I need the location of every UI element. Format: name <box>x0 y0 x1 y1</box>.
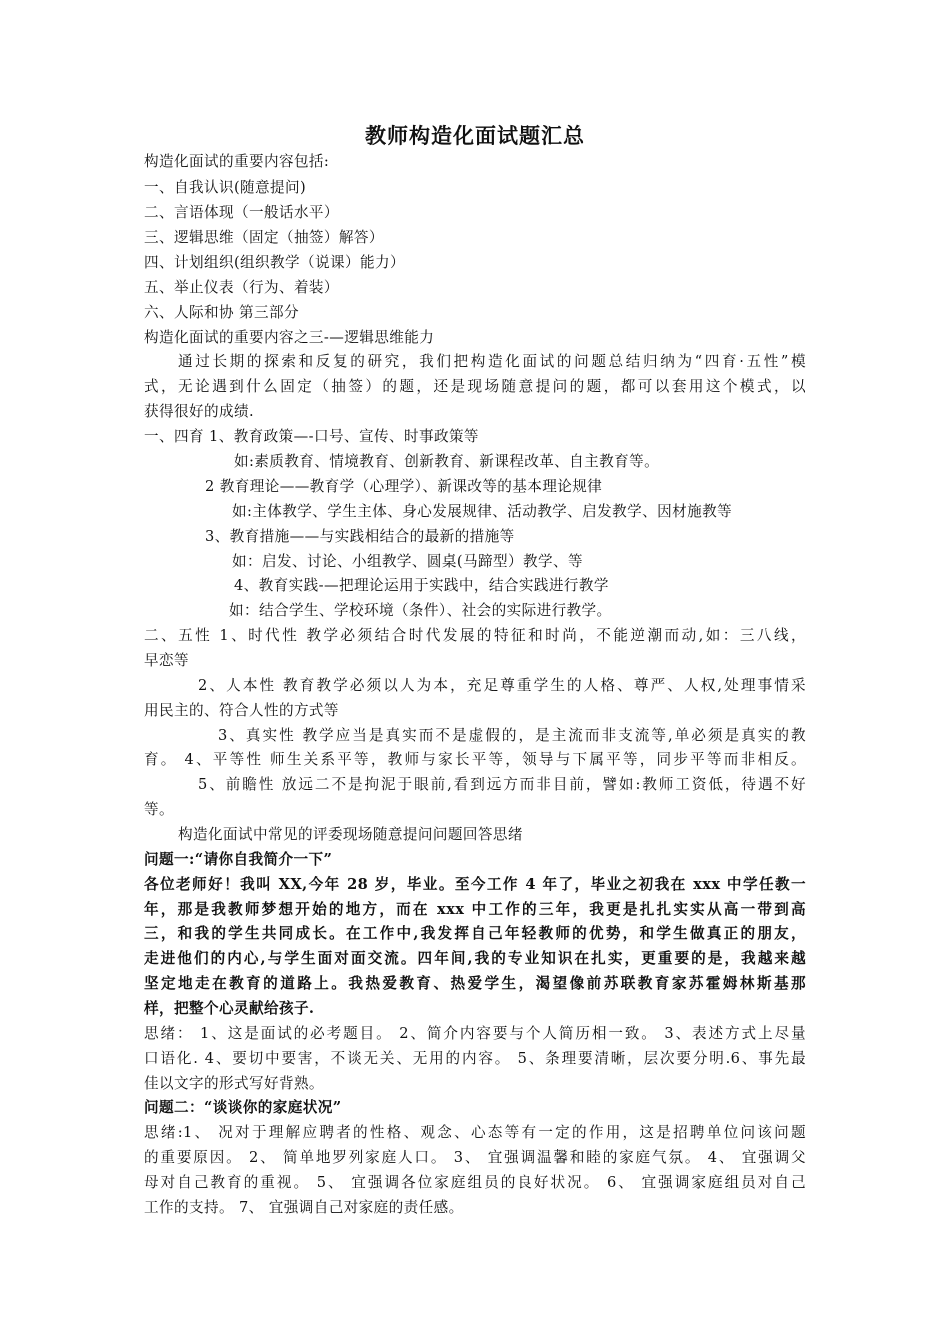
text-line: 思绪:1、 况对于理解应聘者的性格、观念、心态等有一定的作用，这是招聘单位问该问题 <box>144 1124 806 1141</box>
text-line: 构造化面试的重要内容包括: <box>144 153 330 170</box>
text-line: 佳以文字的形式写好背熟。 <box>144 1075 324 1092</box>
text-line: 二、五性 1、时代性 教学必须结合时代发展的特征和时尚，不能逆潮而动,如：三八线， <box>144 627 806 644</box>
text-line: 如：启发、讨论、小组教学、圆桌(马蹄型）教学、等 <box>232 553 583 570</box>
text-line: 式，无论遇到什么固定（抽签）的题，还是现场随意提问的题，都可以套用这个模式，以 <box>144 378 806 395</box>
text-line: 如:素质教育、情境教育、创新教育、新课程改革、自主教育等。 <box>234 453 660 470</box>
answer-line: 坚定地走在教育的道路上。我热爱教育、热爱学生，渴望像前苏联教育家苏霍姆林斯基那 <box>144 975 806 992</box>
text-line: 4、教育实践-—把理论运用于实践中，结合实践进行教学 <box>234 577 609 594</box>
text-line: 四、计划组织(组织教学（说课）能力） <box>144 254 405 271</box>
text-line: 等。 <box>144 801 174 818</box>
text-line: 3、教育措施——与实践相结合的最新的措施等 <box>205 528 515 545</box>
document-title: 教师构造化面试题汇总 <box>365 124 585 148</box>
text-line: 一、四育 1、教育政策—-口号、宣传、时事政策等 <box>144 428 479 445</box>
text-line: 早恋等 <box>144 652 189 669</box>
answer-line: 各位老师好！我叫 XX,今年 28 岁，毕业。至今工作 4 年了，毕业之初我在 xxx 中学任教一 <box>144 876 806 893</box>
text-line: 构造化面试中常见的评委现场随意提问问题回答思绪 <box>178 826 523 843</box>
question-heading: 问题一:“请你自我简介一下” <box>144 851 333 868</box>
text-line: 工作的支持。 7、 宜强调自己对家庭的责任感。 <box>144 1199 464 1216</box>
text-line: 获得很好的成绩. <box>144 403 254 420</box>
text-line: 如：结合学生、学校环境（条件）、社会的实际进行教学。 <box>229 602 612 619</box>
text-line: 3、真实性 教学应当是真实而不是虚假的，是主流而非支流等,单必须是真实的教 <box>218 727 806 744</box>
text-line: 5、前瞻性 放远二不是拘泥于眼前,看到远方而非目前，譬如:教师工资低，待遇不好 <box>198 776 806 793</box>
text-line: 通过长期的探索和反复的研究，我们把构造化面试的问题总结归纳为“四育·五性”模 <box>178 353 806 370</box>
text-line: 六、人际和协 第三部分 <box>144 304 299 321</box>
text-line: 五、举止仪表（行为、着装） <box>144 279 339 296</box>
text-line: 如:主体教学、学生主体、身心发展规律、活动教学、启发教学、因材施教等 <box>232 503 733 520</box>
answer-line: 三，和我的学生共同成长。在工作中,我发挥自己年轻教师的优势，和学生做真正的朋友， <box>144 925 806 942</box>
text-line: 口语化. 4、要切中要害，不谈无关、无用的内容。 5、条理要清晰，层次要分明.6、事先最 <box>144 1050 806 1067</box>
text-line: 二、言语体现（一般话水平） <box>144 204 339 221</box>
text-line: 母对自己教育的重视。 5、 宜强调各位家庭组员的良好状况。 6、 宜强调家庭组员对自己 <box>144 1174 806 1191</box>
text-line: 育。 4、平等性 师生关系平等，教师与家长平等，领导与下属平等，同步平等而非相反。 <box>144 751 806 768</box>
text-line: 构造化面试的重要内容之三-—逻辑思维能力 <box>144 329 435 346</box>
text-line: 用民主的、符合人性的方式等 <box>144 702 339 719</box>
text-line: 三、逻辑思维（固定（抽签）解答） <box>144 229 384 246</box>
answer-line: 年，那是我教师梦想开始的地方，而在 xxx 中工作的三年，我更是扎扎实实从高一带到高 <box>144 901 806 918</box>
text-line: 的重要原因。 2、 简单地罗列家庭人口。 3、 宜强调温馨和睦的家庭气氛。 4、 宜强调父 <box>144 1149 806 1166</box>
answer-line: 样，把整个心灵献给孩子. <box>144 1000 315 1017</box>
text-line: 2 教育理论——教育学（心理学）、新课改等的基本理论规律 <box>205 478 603 495</box>
text-line: 一、自我认识(随意提问) <box>144 179 307 196</box>
question-heading: 问题二：“谈谈你的家庭状况” <box>144 1099 342 1116</box>
answer-line: 走进他们的内心,与学生面对面交流。四年间,我的专业知识在扎实，更重要的是，我越来越 <box>144 950 806 967</box>
text-line: 2、人本性 教育教学必须以人为本，充足尊重学生的人格、尊严、人权,处理事情采 <box>198 677 806 694</box>
text-line: 思绪： 1、这是面试的必考题目。 2、简介内容要与个人简历相一致。 3、表述方式上尽量 <box>144 1025 806 1042</box>
